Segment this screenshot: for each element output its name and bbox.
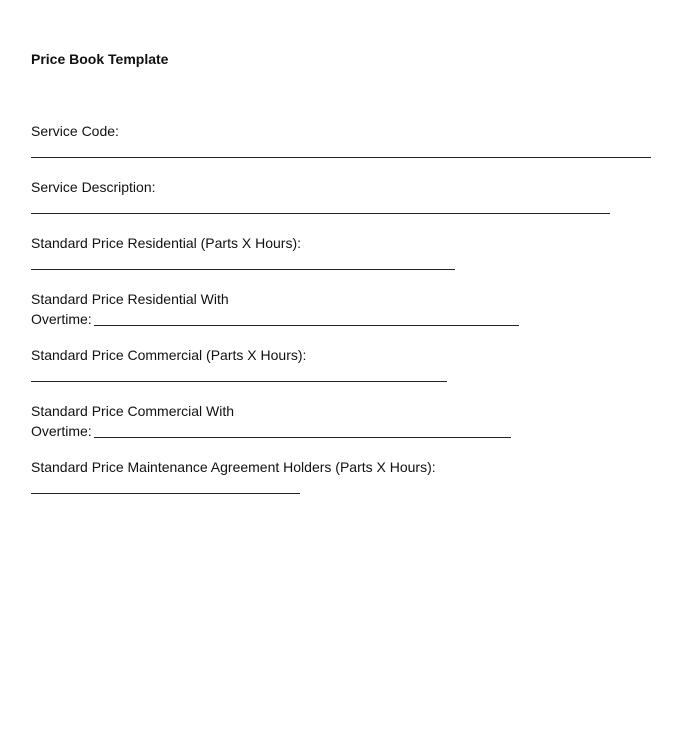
maintenance-price-line[interactable]: [31, 493, 300, 494]
residential-price-label: Standard Price Residential (Parts X Hours):: [31, 235, 301, 251]
residential-overtime-continuation: Overtime:: [31, 311, 92, 327]
residential-overtime-label: Standard Price Residential With: [31, 291, 229, 307]
residential-price-line[interactable]: [31, 269, 455, 270]
service-description-line[interactable]: [31, 213, 610, 214]
page-title: Price Book Template: [31, 51, 169, 67]
service-code-label: Service Code:: [31, 123, 119, 139]
commercial-overtime-line[interactable]: [94, 437, 511, 438]
commercial-overtime-continuation: Overtime:: [31, 423, 92, 439]
commercial-price-label: Standard Price Commercial (Parts X Hours):: [31, 347, 307, 363]
residential-overtime-line[interactable]: [94, 325, 519, 326]
service-code-line[interactable]: [31, 157, 651, 158]
service-description-label: Service Description:: [31, 179, 156, 195]
commercial-price-line[interactable]: [31, 381, 447, 382]
commercial-overtime-label: Standard Price Commercial With: [31, 403, 235, 419]
maintenance-price-label: Standard Price Maintenance Agreement Holders (Parts X Hours):: [31, 459, 436, 475]
